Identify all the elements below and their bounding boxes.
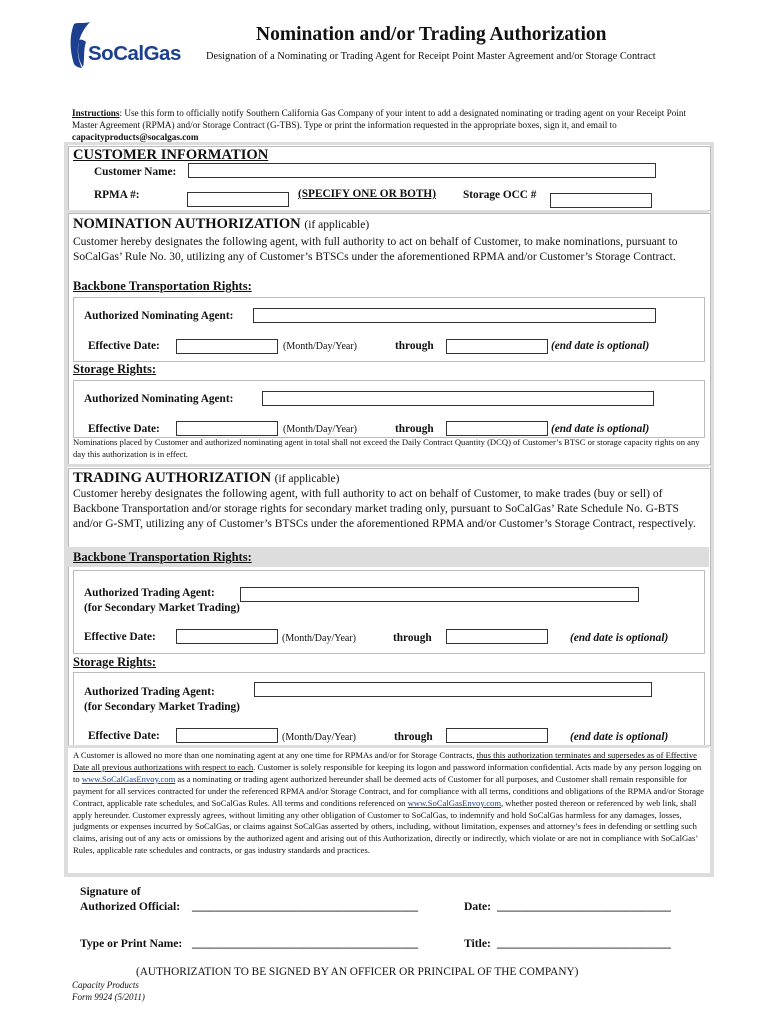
nomination-heading-text: NOMINATION AUTHORIZATION [73, 216, 301, 232]
logo-wordmark: SoCalGas [88, 42, 181, 65]
nomination-storage-title-text: Storage Rights [73, 362, 152, 376]
through-label: through [394, 731, 433, 743]
trading-agent-field[interactable] [240, 587, 639, 602]
storage-occ-label: Storage OCC # [463, 189, 537, 201]
nominating-agent-field[interactable] [253, 308, 656, 323]
end-date-optional-note: (end date is optional) [551, 423, 650, 435]
date-format-note: (Month/Day/Year) [282, 633, 356, 644]
officer-note: (AUTHORIZATION TO BE SIGNED BY AN OFFICER OR PRINCIPAL OF THE COMPANY) [136, 966, 579, 978]
instructions [72, 107, 712, 143]
colon: : [247, 279, 252, 293]
nomination-footnote: Nominations placed by Customer and authorized nominating agent in total shall not exceed the Daily Contract Quantity (DCQ) of Customer’s BTSC or storage capacity rights on any day this authorization is in effect. [73, 437, 700, 459]
trading-agent-sub: (for Secondary Market Trading) [84, 602, 240, 614]
rpma-label: RPMA #: [94, 189, 140, 201]
storage-end-date-field[interactable] [446, 421, 548, 436]
nomination-heading [73, 216, 369, 233]
colon: : [151, 362, 156, 376]
divider [68, 464, 709, 467]
nomination-backbone-title [73, 279, 252, 294]
trading-effective-date-field[interactable] [176, 629, 278, 644]
trading-storage-title-text: Storage Rights [73, 655, 152, 669]
socalgas-logo [68, 20, 194, 72]
title-line[interactable]: ______________________________ [497, 937, 671, 950]
signature-line[interactable]: _______________________________________ [192, 900, 419, 913]
legal-p4: , whether posted thereon or referenced by web link, shall apply hereunder. Customer expressly agrees, without limiting any other obligation of Customer to SoCalGas, to indemnify and hold SoCalGas harmless for any damages, losses, judgments or expenses incurred by SoCalGas, or claims against SoCalGas asserted by others, including, without limitation, expenses and attorney’s fees in defending or settling such claims, arising out of any acts or omissions by the authorized agent and arising out of this Authorization, directly or indirectly, which violate or are not in compliance with SoCalGas’ Rules, applicable rate schedules and contracts, or gas industry standards and practices. [73, 797, 698, 856]
signature-label-1: Signature of [80, 885, 141, 898]
end-date-optional-note: (end date is optional) [570, 731, 669, 743]
footer-line-1: Capacity Products [72, 980, 139, 990]
trading-heading-text: TRADING AUTHORIZATION [73, 470, 271, 486]
date-format-note: (Month/Day/Year) [283, 424, 357, 435]
instructions-email[interactable]: capacityproducts@socalgas.com [72, 132, 199, 142]
trading-backbone-title [73, 550, 252, 565]
title-label: Title: [464, 937, 491, 950]
divider [68, 745, 709, 748]
date-label: Date: [464, 900, 492, 913]
through-label: through [395, 423, 434, 435]
customer-heading: CUSTOMER INFORMATION [73, 147, 269, 163]
effective-date-label: Effective Date: [88, 730, 160, 742]
storage-trading-end-date-field[interactable] [446, 728, 548, 743]
instructions-label: Instructions [72, 108, 120, 118]
print-name-label: Type or Print Name: [80, 937, 183, 950]
nomination-backbone-box [73, 297, 705, 362]
instructions-text: : Use this form to officially notify Southern California Gas Company of your intent to add a designated nominating or trading agent on your Receipt Point Master Agreement (RPMA) and/or Storage Contract (G-TBS). Type or print the information requested in the appropriate boxes, sign it, and email to [72, 108, 687, 130]
effective-date-label: Effective Date: [88, 340, 160, 352]
legal-p2: . Customer is solely responsible for keeping its logon and password information confidential. Acts made by any person logging on to [73, 761, 702, 784]
signature-label-2: Authorized Official: [80, 900, 181, 913]
trading-heading-note: (if applicable) [274, 473, 340, 485]
effective-date-label: Effective Date: [88, 423, 160, 435]
trading-agent-label: Authorized Trading Agent: [84, 587, 215, 599]
end-date-field[interactable] [446, 339, 548, 354]
trading-agent-label: Authorized Trading Agent: [84, 686, 215, 698]
print-name-line[interactable]: _______________________________________ [192, 937, 419, 950]
trading-heading [73, 470, 339, 487]
page-subtitle: Designation of a Nominating or Trading Agent for Receipt Point Master Agreement and/or Storage Contract [206, 51, 656, 62]
footer-line-2: Form 9924 (5/2011) [72, 992, 145, 1002]
effective-date-field[interactable] [176, 339, 278, 354]
storage-trading-effective-date-field[interactable] [176, 728, 278, 743]
trading-agent-sub: (for Secondary Market Trading) [84, 701, 240, 713]
trading-end-date-field[interactable] [446, 629, 548, 644]
customer-name-field[interactable] [188, 163, 656, 178]
through-label: through [395, 340, 434, 352]
legal-p1: A Customer is allowed no more than one nominating agent at any one time for RPMAs and/or for Storage Contracts, [73, 750, 477, 760]
date-format-note: (Month/Day/Year) [283, 341, 357, 352]
customer-name-label: Customer Name: [94, 166, 177, 178]
frame-top [64, 142, 714, 145]
colon: : [151, 655, 156, 669]
nomination-backbone-title-text: Backbone Transportation Rights [73, 279, 248, 293]
date-line[interactable]: ______________________________ [497, 900, 671, 913]
nomination-body: Customer hereby designates the following agent, with full authority to act on behalf of Customer, to make nominations, pursuant to SoCalGas’ Rule No. 30, utilizing any of Customer’s BTSCs under the aforementioned RPMA and/or Customer’s Storage Contract. [73, 236, 678, 263]
trading-backbone-title-text: Backbone Transportation Rights [73, 550, 248, 564]
rpma-field[interactable] [187, 192, 289, 207]
legal-p3: as a nominating or trading agent authorized hereunder shall be deemed acts of Customer for all purposes, and Customer shall remain responsible for payment for all services contracted for under the referenced RPMA and/or Storage Contract, and for compliance with all terms, conditions and obligations of the RPMA and/or Storage Contract, applicable rate schedules, and SoCalGas Rules. All terms and conditions referenced on [73, 773, 704, 808]
storage-trading-agent-field[interactable] [254, 682, 652, 697]
envoy-link[interactable]: www.SoCalGasEnvoy.com [407, 797, 501, 808]
nominating-agent-label: Authorized Nominating Agent: [84, 310, 234, 322]
nomination-storage-title [73, 362, 156, 377]
frame-bottom [64, 873, 714, 877]
specify-note: (SPECIFY ONE OR BOTH) [298, 188, 436, 200]
trading-body: Customer hereby designates the following agent, with full authority to act on behalf of Customer, to make trades (buy or sell) of Backbone Transportation and/or storage rights for secondary market trading only, pursuant to SoCalGas’ Rate Schedule No. G-BTS and/or G-SMT, utilizing any of Customer’s BTSCs under the aforementioned RPMA and/or Customer’s Storage Contract, respectively. [73, 488, 696, 530]
end-date-optional-note: (end date is optional) [570, 632, 669, 644]
storage-occ-field[interactable] [550, 193, 652, 208]
nominating-agent-label: Authorized Nominating Agent: [84, 393, 234, 405]
legal-p1-underlined: thus this authorization terminates and supersedes as of Effective Date all previous authorizations with respect to each [73, 750, 697, 772]
trading-storage-title [73, 655, 156, 670]
date-format-note: (Month/Day/Year) [282, 732, 356, 743]
nomination-heading-note: (if applicable) [304, 219, 370, 231]
envoy-link[interactable]: www.SoCalGasEnvoy.com [81, 773, 176, 784]
colon: : [247, 550, 252, 564]
end-date-optional-note: (end date is optional) [551, 340, 650, 352]
through-label: through [393, 632, 432, 644]
storage-nominating-agent-field[interactable] [262, 391, 654, 406]
page-title: Nomination and/or Trading Authorization [256, 24, 607, 45]
legal-text [73, 750, 705, 857]
effective-date-label: Effective Date: [84, 631, 156, 643]
storage-effective-date-field[interactable] [176, 421, 278, 436]
